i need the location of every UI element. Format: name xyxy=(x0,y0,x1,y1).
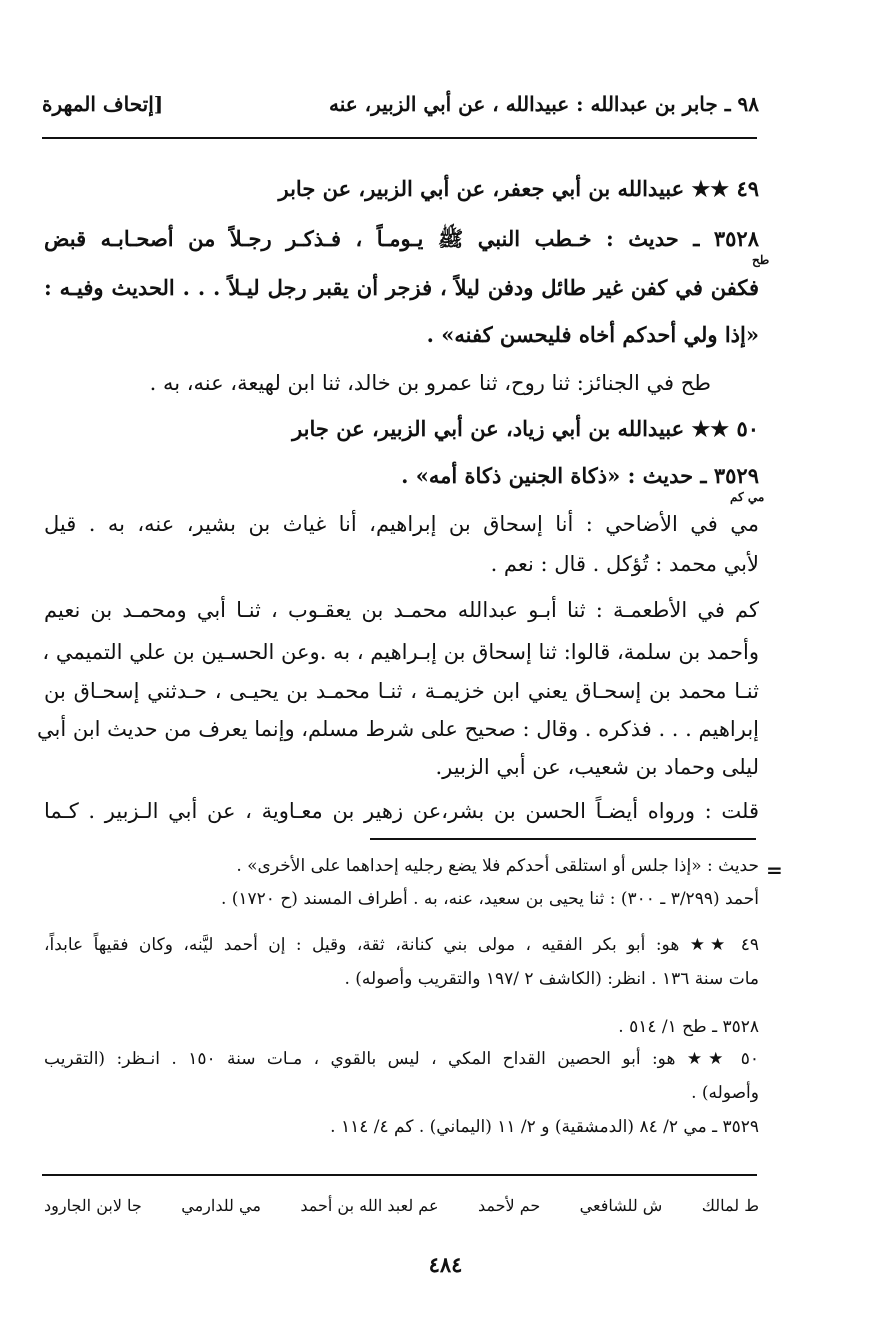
page-number: ٤٨٤ xyxy=(428,1252,463,1277)
running-header-chapter: ٩٨ ـ جابر بن عبدالله : عبيدالله ، عن أبي الزبير، عنه xyxy=(329,92,759,116)
abbr-shafii: ش للشافعي xyxy=(579,1196,663,1215)
hadith-3528-heading: ٣٥٢٨ ـ حديث : خـطب النبي ﷺ يـومـاً ، فـذكـر رجـلاً من أصحـابـه قبض xyxy=(44,226,759,251)
footnote-49: ٤٩ ★★ هو: أبو بكر الفقيه ، مولى بني كنانة، ثقة، وقيل : إن أحمد ليَّنه، وكان فقيهاً عابداً، xyxy=(44,935,759,955)
source-darimi: مي في الأضاحي : أنا إسحاق بن إبراهيم، أنا غياث بن بشير، عنه، به . قيل xyxy=(44,512,759,536)
source-hakim-3: ثنـا محمد بن إسحـاق يعني ابن خزيمـة ، ثنـا محمـد بن يحيـى ، حـدثني إسحـاق بن xyxy=(44,679,759,703)
abbr-malik: ط لمالك xyxy=(701,1196,759,1215)
footnote-50-cont: وأصوله) . xyxy=(691,1083,759,1103)
footnote-50: ٥٠ ★★ هو: أبو الحصين القداح المكي ، ليس بالقوي ، مـات سنة ١٥٠ . انـظر: (التقريب xyxy=(44,1049,760,1069)
source-tahawi: طح في الجنائز: ثنا روح، ثنا عمرو بن خالد، ثنا ابن لهيعة، عنه، به . xyxy=(149,371,711,395)
abbr-abdullah: عم لعبد الله بن أحمد xyxy=(300,1196,439,1215)
author-note: قلت : ورواه أيضـاً الحسن بن بشر،عن زهير بن معـاوية ، عن أبي الـزبير . كـما xyxy=(44,799,759,823)
footnote-ahmad: أحمد (٣/٢٩٩ ـ ٣٠٠) : ثنا يحيى بن سعيد، عنه، به . أطراف المسند (ح ١٧٢٠) . xyxy=(220,889,759,909)
footnote-rule xyxy=(370,838,756,840)
abbreviation-rule xyxy=(42,1174,757,1176)
abbr-ahmad: حم لأحمد xyxy=(477,1196,541,1215)
footnote-49-cont: مات سنة ١٣٦ . انظر: (الكاشف ٢ /١٩٧ والتقريب وأصوله) . xyxy=(344,969,759,989)
source-hakim-2: وأحمد بن سلمة، قالوا: ثنا إسحاق بن إبـراهيم ، به .وعن الحسـين بن علي التميمي ، xyxy=(42,640,759,664)
footnote-3528: ٣٥٢٨ ـ طح ١/ ٥١٤ . xyxy=(618,1017,759,1037)
source-hakim: كم في الأطعمـة : ثنا أبـو عبدالله محمـد بن يعقـوب ، ثنـا أبي ومحمـد بن نعيم xyxy=(44,598,759,622)
abbr-darimi: مي للدارمي xyxy=(181,1196,261,1215)
footnote-3529: ٣٥٢٩ ـ مي ٢/ ٨٤ (الدمشقية) و ٢/ ١١ (اليماني) . كم ٤/ ١١٤ . xyxy=(330,1117,759,1137)
hadith-3529-heading: ٣٥٢٩ ـ حديث : «ذكاة الجنين ذكاة أمه» . xyxy=(401,463,759,488)
footnote-hadith: حديث : «إذا جلس أو استلقى أحدكم فلا يضع رجليه إحداهما على الأخرى» . xyxy=(236,856,759,876)
continuation-mark: = xyxy=(766,858,783,882)
source-hakim-4: إبراهيم . . . فذكره . وقال : صحيح على شرط مسلم، وإنما يعرف من حديث ابن أبي xyxy=(36,717,759,741)
hadith-3528-text: «إذا ولي أحدكم أخاه فليحسن كفنه» . xyxy=(426,322,759,347)
source-mark-2: مي كم xyxy=(730,490,765,504)
running-header-book: [إتحاف المهرة xyxy=(42,92,164,116)
hadith-3528-line: فكفن في كفن غير طائل ودفن ليلاً ، فزجر أن يقبر رجل ليـلاً . . . الحديث وفيـه : xyxy=(44,275,759,300)
source-mark-1: طح xyxy=(752,253,770,267)
narrator-chain-49: ٤٩ ★★ عبيدالله بن أبي جعفر، عن أبي الزبير، عن جابر xyxy=(278,176,759,201)
source-darimi-cont: لأبي محمد : تُؤكل . قال : نعم . xyxy=(490,552,759,576)
abbr-jarud: جا لابن الجارود xyxy=(44,1196,142,1215)
source-hakim-5: ليلى وحماد بن شعيب، عن أبي الزبير. xyxy=(435,755,759,779)
abbreviation-key xyxy=(44,1196,759,1215)
header-rule xyxy=(42,137,757,139)
narrator-chain-50: ٥٠ ★★ عبيدالله بن أبي زياد، عن أبي الزبير، عن جابر xyxy=(292,416,759,441)
